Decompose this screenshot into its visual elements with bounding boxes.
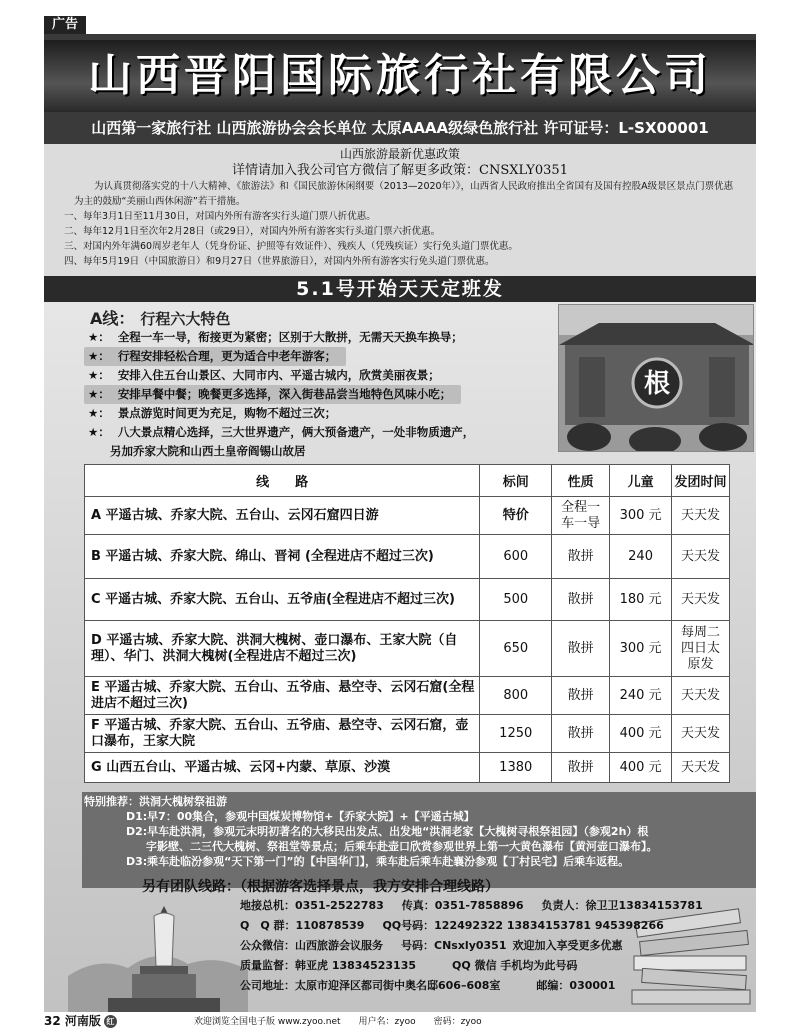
route-cell: D 平遥古城、乔家大院、洪洞大槐树、壶口瀑布、王家大院（自理）、华门、洪洞大槐树(全程进店不超过三次) xyxy=(85,621,480,677)
feature-item: ★： 安排入住五台山景区、大同市内、平遥古城内，欣赏美丽夜景； xyxy=(88,368,440,382)
type-cell: 散拼 xyxy=(552,753,610,783)
qq-number-label: QQ号码： xyxy=(382,919,435,932)
itinerary-day: D3:乘车赴临汾参观“天下第一门”的【中国华门】，乘车赴后乘车赴襄汾参观【丁村民宅】后乘车返程。 xyxy=(126,855,630,868)
table-row xyxy=(85,535,730,579)
contact-row xyxy=(240,896,703,916)
feature-item: ★： 景点游览时间更为充足，购物不超过三次； xyxy=(88,406,337,420)
qq-number-value: 122492322 13834153781 945398266 xyxy=(434,919,664,932)
line-a-title xyxy=(90,306,230,329)
line-a-heading: 行程六大特色 xyxy=(140,310,231,328)
table-row xyxy=(85,753,730,783)
route-cell: A 平遥古城、乔家大院、五台山、云冈石窟四日游 xyxy=(85,497,480,535)
company-title: 山西晋阳国际旅行社有限公司 xyxy=(44,40,756,112)
route-cell: E 平遥古城、乔家大院、五台山、五爷庙、悬空寺、云冈石窟(全程进店不超过三次) xyxy=(85,677,480,715)
manager-value: 徐卫卫13834153781 xyxy=(585,899,703,912)
contact-block xyxy=(240,896,703,996)
star-icon: ★： xyxy=(88,406,110,420)
wechat-label: 公众微信： xyxy=(240,939,295,952)
route-cell: F 平遥古城、乔家大院、五台山、五爷庙、悬空寺、云冈石窟，壶口瀑布，王家大院 xyxy=(85,715,480,753)
depart-cell: 天天发 xyxy=(672,535,730,579)
route-table xyxy=(84,464,730,783)
wechat-value: 山西旅游会议服务 xyxy=(295,939,383,952)
type-cell: 散拼 xyxy=(552,677,610,715)
depart-cell: 天天发 xyxy=(672,753,730,783)
page-number-block xyxy=(44,1012,117,1028)
star-icon: ★： xyxy=(88,425,110,439)
table-row xyxy=(85,621,730,677)
price-cell: 600 xyxy=(480,535,552,579)
ancestral-gate-photo xyxy=(558,304,754,452)
wechat-id-value: CNsxly0351 xyxy=(434,939,507,952)
price-cell: 1250 xyxy=(480,715,552,753)
daily-departure-banner: 5.1号开始天天定班发 xyxy=(44,276,756,302)
col-price: 标间 xyxy=(480,465,552,497)
qq-group-value: 110878539 xyxy=(295,919,365,932)
col-route: 线 路 xyxy=(85,465,480,497)
price-cell: 特价 xyxy=(480,497,552,535)
star-icon: ★： xyxy=(88,368,110,382)
child-cell: 300 元 xyxy=(610,497,672,535)
price-cell: 1380 xyxy=(480,753,552,783)
child-cell: 300 元 xyxy=(610,621,672,677)
address-label: 公司地址： xyxy=(240,979,295,992)
child-cell: 180 元 xyxy=(610,579,672,621)
header-banner xyxy=(44,34,756,144)
contact-row xyxy=(240,936,703,956)
hotline-label: 地接总机： xyxy=(240,899,295,912)
address-value: 太原市迎泽区都司街中奥名邸606–608室 xyxy=(295,979,501,992)
itinerary-day: D1:早7：00集合，参观中国煤炭博物馆+【乔家大院】+【平遥古城】 xyxy=(126,810,475,823)
feature-item: ★： 安排早餐中餐；晚餐更多选择，深入街巷品尝当地特色风味小吃； xyxy=(84,385,461,404)
depart-cell: 天天发 xyxy=(672,497,730,535)
other-routes-heading: 另有团队线路：（根据游客选择景点，我方安排合理线路） xyxy=(142,879,499,895)
feature-item: ★： 八大景点精心选择，三大世界遗产，俩大预备遗产，一处非物质遗产， xyxy=(88,425,475,439)
qq-wechat-note: QQ 微信 手机均为此号码 xyxy=(452,959,578,972)
feature-continuation: 另加乔家大院和山西土皇帝阎锡山故居 xyxy=(110,444,306,458)
pagoda-illustration xyxy=(68,906,248,1012)
contact-row xyxy=(240,916,703,936)
child-cell: 240 元 xyxy=(610,677,672,715)
manager-label: 负责人： xyxy=(541,899,586,912)
route-section xyxy=(44,302,756,1012)
col-type: 性质 xyxy=(552,465,610,497)
type-cell: 全程一车一导 xyxy=(552,497,610,535)
footer-site-info: 欢迎浏览全国电子版 www.zyoo.net 用户名：zyoo 密码：zyoo xyxy=(194,1017,482,1027)
itinerary-day: 字影壁、二三代大槐树、祭祖堂等景点；后乘车赴壶口欣赏参观世界上第一大黄色瀑布【黄河壶口瀑布】。 xyxy=(146,840,658,853)
fax-value: 0351-7858896 xyxy=(434,899,524,912)
col-child: 儿童 xyxy=(610,465,672,497)
policy-item: 四、每年5月19日（中国旅游日）和9月27日（世界旅游日），对国内外所有游客实行免头道门票优惠。 xyxy=(64,256,495,267)
feature-item: ★： 行程安排轻松合理，更为适合中老年游客； xyxy=(84,347,346,366)
type-cell: 散拼 xyxy=(552,579,610,621)
child-cell: 400 元 xyxy=(610,753,672,783)
contact-row xyxy=(240,976,703,996)
ad-label: 广告 xyxy=(44,16,86,34)
page-footer xyxy=(44,1012,756,1028)
zip-value: 030001 xyxy=(569,979,616,992)
type-cell: 散拼 xyxy=(552,715,610,753)
wechat-id-label: 号码： xyxy=(401,939,434,952)
line-a-label: A线： xyxy=(90,309,135,328)
table-row xyxy=(85,715,730,753)
route-cell: C 平遥古城、乔家大院、五台山、五爷庙(全程进店不超过三次) xyxy=(85,579,480,621)
policy-heading: 山西旅游最新优惠政策 xyxy=(339,147,460,161)
type-cell: 散拼 xyxy=(552,621,610,677)
supervisor-value: 韩亚虎 13834523135 xyxy=(295,959,417,972)
policy-item: 一、每年3月1日至11月30日，对国内外所有游客实行头道门票八折优惠。 xyxy=(64,211,376,222)
price-cell: 500 xyxy=(480,579,552,621)
table-header-row xyxy=(85,465,730,497)
itinerary-day: D2:早车赴洪洞，参观元末明初著名的大移民出发点、出发地“洪洞老家【大槐树寻根祭祖园】（参观2h）根 xyxy=(126,825,649,838)
photo-sign-text: 根 xyxy=(643,369,671,399)
contact-row xyxy=(240,956,703,976)
supervisor-label: 质量监督： xyxy=(240,959,295,972)
route-cell: B 平遥古城、乔家大院、绵山、晋祠 (全程进店不超过三次) xyxy=(85,535,480,579)
depart-cell: 天天发 xyxy=(672,715,730,753)
edition-label: 河南版 xyxy=(64,1014,101,1028)
fax-label: 传真： xyxy=(401,899,435,912)
table-row xyxy=(85,677,730,715)
zip-label: 邮编： xyxy=(536,979,570,992)
child-cell: 400 元 xyxy=(610,715,672,753)
child-cell: 240 xyxy=(610,535,672,579)
policy-wechat-line: 详情请加入我公司官方微信了解更多政策：CNSXLY0351 xyxy=(232,163,568,178)
price-cell: 650 xyxy=(480,621,552,677)
edition-badge-icon: 红 xyxy=(104,1015,117,1028)
hotline-value: 0351-2522783 xyxy=(295,899,384,912)
type-cell: 散拼 xyxy=(552,535,610,579)
policy-section xyxy=(44,144,756,276)
depart-cell: 每周二四日太原发 xyxy=(672,621,730,677)
qq-group-label: Q Q 群： xyxy=(240,919,296,932)
page-number: 32 xyxy=(44,1014,61,1028)
star-icon: ★： xyxy=(88,349,110,363)
special-recommendation xyxy=(82,792,756,888)
table-row xyxy=(85,579,730,621)
policy-item: 二、每年12月1日至次年2月28日（或29日），对国内外所有游客实行头道门票六折优惠。 xyxy=(64,226,441,237)
wechat-note: 欢迎加入享受更多优惠 xyxy=(512,939,623,952)
policy-intro: 为认真贯彻落实党的十八大精神、《旅游法》和《国民旅游休闲纲要（2013—2020年）》，山西省人民政府推出全省国有及国有控股A级景区景点门票优惠为主的鼓励“美丽山西休闲游”若干措施。 xyxy=(74,181,734,207)
company-subtitle: 山西第一家旅行社 山西旅游协会会长单位 太原AAAA级绿色旅行社 许可证号：L-SX00001 xyxy=(91,119,709,137)
depart-cell: 天天发 xyxy=(672,677,730,715)
star-icon: ★： xyxy=(88,330,110,344)
price-cell: 800 xyxy=(480,677,552,715)
star-icon: ★： xyxy=(88,387,110,401)
feature-item: ★： 全程一车一导，衔接更为紧密；区别于大散拼，无需天天换车换导； xyxy=(88,330,463,344)
policy-item: 三、对国内外年满60周岁老年人（凭身份证、护照等有效证件）、残疾人（凭残疾证）实行免头道门票优惠。 xyxy=(64,241,518,252)
route-cell: G 山西五台山、平遥古城、云冈+内蒙、草原、沙漠 xyxy=(85,753,480,783)
depart-cell: 天天发 xyxy=(672,579,730,621)
special-title: 特别推荐：洪洞大槐树祭祖游 xyxy=(84,795,227,808)
table-row xyxy=(85,497,730,535)
col-depart: 发团时间 xyxy=(672,465,730,497)
